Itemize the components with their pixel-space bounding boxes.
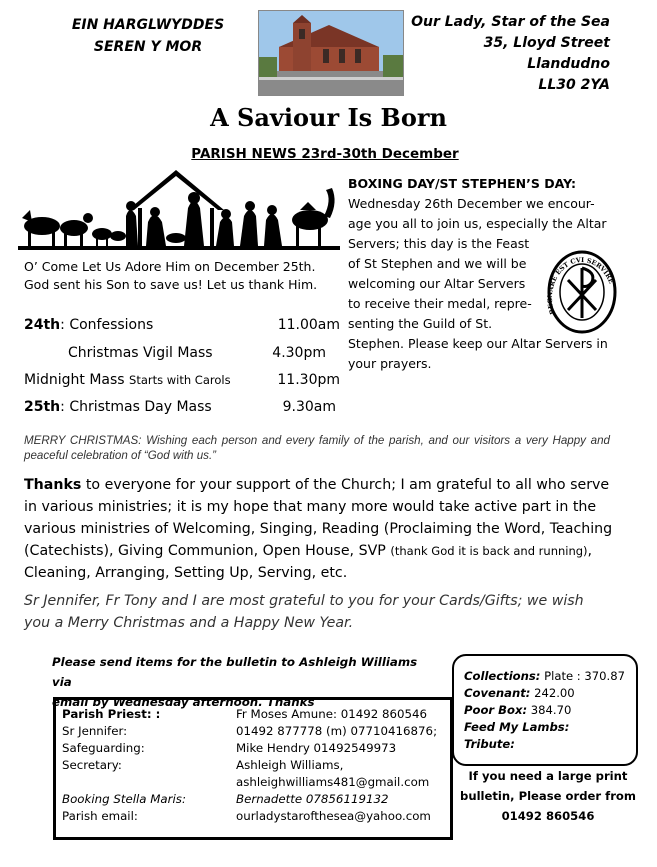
- schedule-event: Midnight Mass: [24, 372, 130, 388]
- boxing-line: of St Stephen and we will be: [348, 256, 527, 271]
- boxing-line: Stephen. Please keep our Altar Servers in: [348, 336, 608, 351]
- nativity-silhouette: [18, 160, 340, 250]
- boxing-day-heading: BOXING DAY/ST STEPHEN’S DAY:: [348, 176, 577, 191]
- schedule-row: [24, 399, 340, 415]
- schedule-event: Christmas Vigil Mass: [68, 345, 213, 361]
- collection-label: Feed My Lambs:: [464, 720, 570, 734]
- large-print-line-2: bulletin, Please order from: [460, 789, 636, 803]
- boxing-line: to receive their medal, repre-: [348, 296, 532, 311]
- contacts-box: [53, 697, 453, 840]
- contact-label: Booking Stella Maris:: [62, 792, 186, 806]
- altar-server-emblem: [546, 250, 618, 334]
- contact-row: [62, 757, 437, 774]
- schedule-row: [24, 372, 340, 388]
- contact-label: Parish Priest: :: [62, 707, 161, 721]
- collection-label: Covenant:: [464, 686, 531, 700]
- collection-label: Poor Box:: [464, 703, 528, 717]
- thanks-text-2: , Cleaning, Arranging, Setting Up, Serving, etc.: [24, 543, 593, 581]
- large-print-line-1: If you need a large print: [468, 769, 628, 783]
- contact-row: [62, 706, 437, 723]
- contact-value: Fr Moses Amune: 01492 860546: [236, 707, 428, 721]
- thanks-small: (thank God it is back and running): [390, 544, 588, 558]
- collection-row: [464, 719, 625, 736]
- church-photo: [258, 10, 404, 96]
- church-image: [259, 11, 403, 95]
- schedule-event: : Confessions: [60, 317, 154, 333]
- merry-text: Wishing each person and every family of the parish, and our visitors a very Happy and peaceful celebration of “God with us.”: [24, 434, 610, 462]
- thanks-lead: Thanks: [24, 477, 82, 493]
- boxing-line: age you all to join us, especially the Altar: [348, 216, 607, 231]
- collection-row: [464, 668, 625, 685]
- welsh-line-2: SEREN Y MOR: [93, 39, 203, 55]
- contact-label: Sr Jennifer:: [62, 724, 128, 738]
- boxing-line: senting the Guild of St.: [348, 316, 493, 331]
- contact-row: [62, 774, 437, 791]
- schedule-time: 11.00am: [277, 317, 340, 333]
- contact-row: [62, 791, 437, 808]
- contact-label: Secretary:: [62, 758, 122, 772]
- parish-address: [405, 12, 610, 96]
- schedule-row: [24, 345, 340, 361]
- welsh-parish-name: [58, 14, 238, 58]
- address-line-3: Llandudno: [527, 56, 610, 72]
- contact-row: [62, 808, 437, 825]
- schedule-day: 25th: [24, 399, 61, 415]
- collection-value: Plate : 370.87: [540, 669, 625, 683]
- parish-news-subtitle: PARISH NEWS 23rd-30th December: [191, 146, 459, 162]
- schedule-time: 11.30pm: [277, 372, 340, 388]
- contact-email[interactable]: ashleighwilliams481@gmail.com: [236, 775, 430, 789]
- send-line-2: email by Wednesday afternoon. Thanks: [52, 695, 315, 709]
- parish-email-link[interactable]: ourladystaroftheseа@yahoo.com: [236, 809, 431, 823]
- collection-value: 242.00: [530, 686, 575, 700]
- adore-text: [24, 258, 334, 294]
- contact-label: Parish email:: [62, 809, 138, 823]
- contact-value: Bernadette 07856119132: [236, 792, 389, 806]
- collection-label: Collections:: [464, 669, 541, 683]
- adore-line-2: God sent his Son to save us! Let us thank Him.: [24, 277, 318, 292]
- schedule-event: : Christmas Day Mass: [60, 399, 212, 415]
- boxing-line: your prayers.: [348, 356, 432, 371]
- contact-row: [62, 740, 437, 757]
- adore-line-1: O’ Come Let Us Adore Him on December 25th.: [24, 259, 316, 274]
- boxing-line: welcoming our Altar Servers: [348, 276, 526, 291]
- collection-row: [464, 685, 625, 702]
- send-line-1: Please send items for the bulletin to Ashleigh Williams via: [52, 655, 418, 689]
- contact-value: 01492 877778 (m) 07710416876;: [236, 724, 438, 738]
- page-title: A Saviour Is Born: [210, 103, 447, 132]
- merry-christmas-note: [24, 433, 610, 463]
- address-line-2: 35, Lloyd Street: [483, 35, 610, 51]
- merry-label: MERRY CHRISTMAS:: [24, 434, 142, 447]
- boxing-line: Servers; this day is the Feast: [348, 236, 530, 251]
- large-print-phone: 01492 860546: [501, 809, 595, 823]
- contacts-table: [62, 706, 437, 825]
- schedule-row: [24, 317, 340, 333]
- contact-value: Ashleigh Williams,: [236, 758, 344, 772]
- large-print-note: [458, 766, 638, 826]
- emblem-motto: REGNARE EST CVI SERVIRE: [546, 255, 616, 316]
- collection-row: [464, 736, 625, 753]
- address-line-4: LL30 2YA: [538, 77, 610, 93]
- collection-row: [464, 702, 625, 719]
- collection-value: 384.70: [527, 703, 572, 717]
- schedule-day: 24th: [24, 317, 61, 333]
- thanks-paragraph: [24, 474, 614, 584]
- nativity-image: [18, 160, 340, 250]
- collections-box: [452, 654, 638, 766]
- contact-label: [62, 774, 236, 791]
- welsh-line-1: EIN HARGLWYDDES: [71, 17, 225, 33]
- collections-list: [464, 668, 625, 753]
- schedule-time: 4.30pm: [272, 345, 326, 361]
- sr-jennifer-message: Sr Jennifer, Fr Tony and I are most grateful to you for your Cards/Gifts; we wish you a Merry Christmas and a Happy New Year.: [24, 593, 584, 631]
- address-line-1: Our Lady, Star of the Sea: [411, 14, 610, 30]
- contact-value: Mike Hendry 01492549973: [236, 741, 397, 755]
- chi-rho-icon: [546, 250, 618, 334]
- schedule-note: Starts with Carols: [129, 373, 231, 387]
- collection-label: Tribute:: [464, 737, 515, 751]
- contact-row: [62, 723, 437, 740]
- boxing-line: Wednesday 26th December we encour-: [348, 196, 595, 211]
- schedule-time: 9.30am: [282, 399, 336, 415]
- thanks-text-1: to everyone for your support of the Church; I am grateful to all who serve in various ministries; it is my hope that many more would take active part in the various ministries of Welcoming, Singing, Reading (Proclaiming the Word, Teaching (Catechists), Giving Communion, Open House, SVP: [24, 477, 613, 559]
- contact-label: Safeguarding:: [62, 741, 145, 755]
